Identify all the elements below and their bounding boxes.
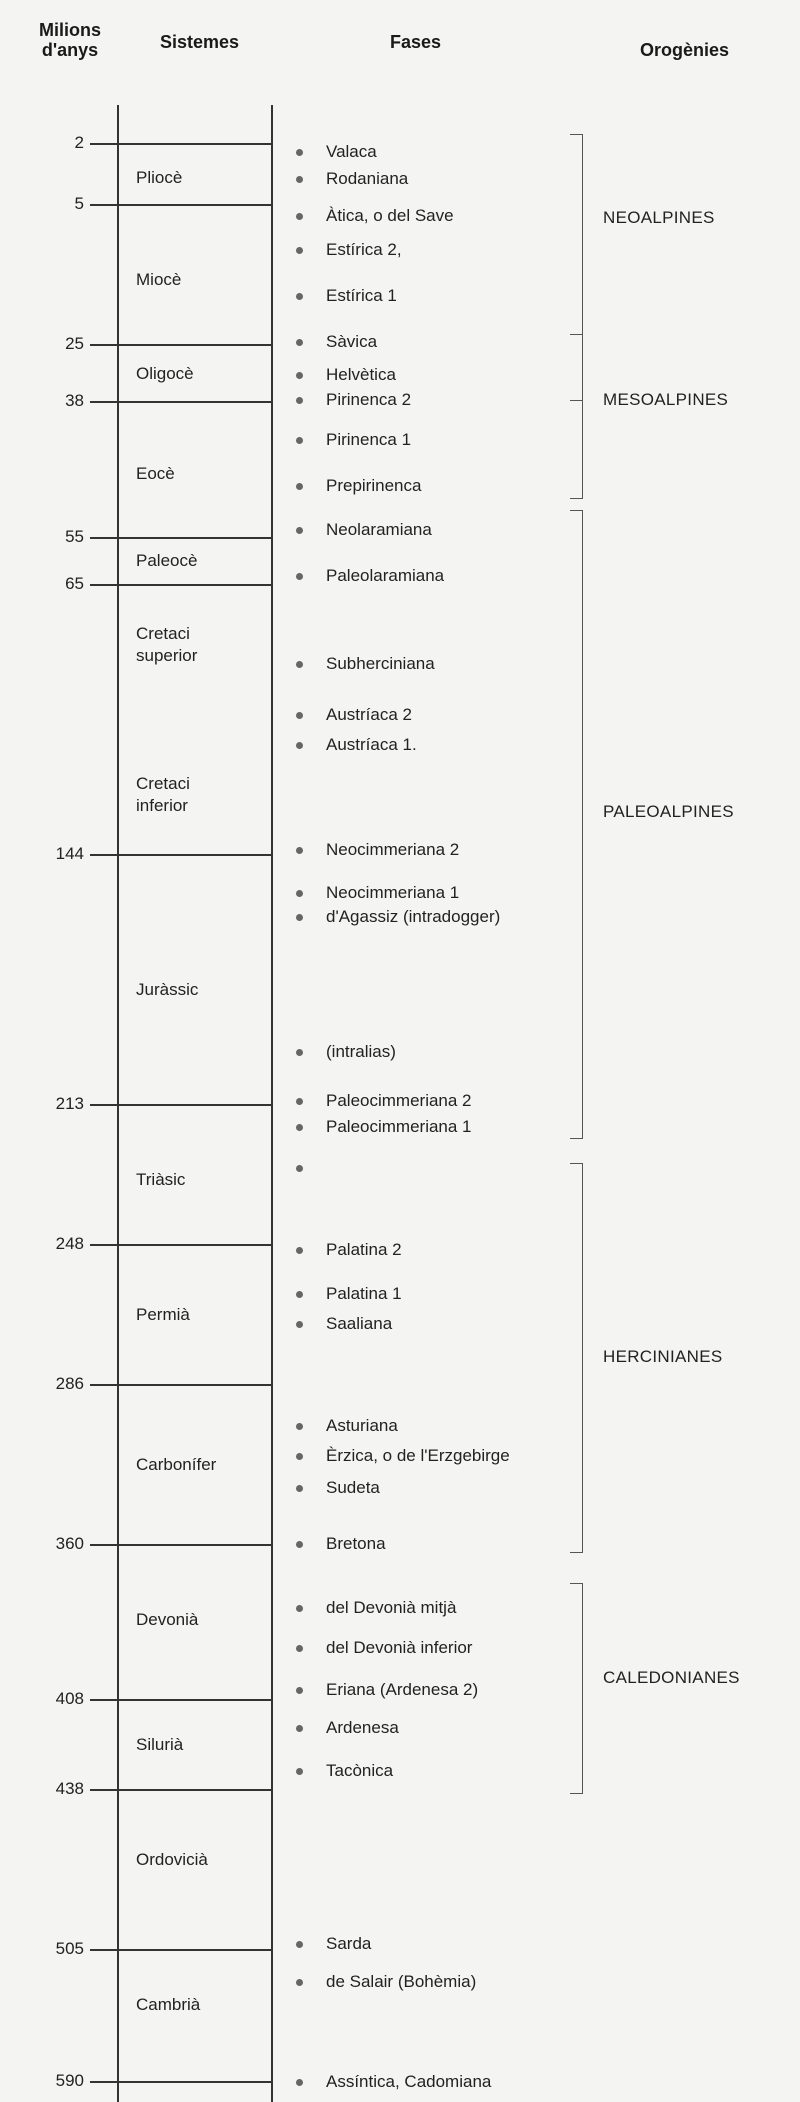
age-label: 55	[65, 527, 84, 546]
phase-label: d'Agassiz (intradogger)	[326, 907, 501, 926]
header-ma-line1: Milions	[39, 20, 101, 40]
orogeny-bracket	[570, 510, 583, 1139]
boundary-line	[90, 1104, 273, 1106]
orogeny-label: HERCINIANES	[603, 1347, 723, 1366]
phase-label: del Devonià mitjà	[326, 1598, 457, 1617]
phase-label: Palatina 1	[326, 1284, 402, 1303]
orogeny-bracket	[570, 1163, 583, 1553]
phase-label: Paleocimmeriana 2	[326, 1091, 472, 1110]
phase-label: Palatina 2	[326, 1240, 402, 1259]
phase-label: Pirinenca 2	[326, 390, 412, 409]
boundary-line	[90, 537, 273, 539]
phase-bullet	[296, 1453, 303, 1460]
phase-bullet	[296, 712, 303, 719]
phase-bullet	[296, 339, 303, 346]
age-label: 65	[65, 574, 84, 593]
phase-label: Saaliana	[326, 1314, 393, 1333]
system-label: Cretaci inferior	[136, 774, 190, 815]
phase-bullet	[296, 1247, 303, 1254]
phase-bullet	[296, 1768, 303, 1775]
header-millions-of-years	[30, 20, 110, 60]
phase-bullet	[296, 890, 303, 897]
phase-bullet	[296, 1605, 303, 1612]
phase-label: Pirinenca 1	[326, 430, 412, 449]
boundary-line	[90, 2081, 273, 2083]
phase-bullet	[296, 1725, 303, 1732]
system-label: Miocè	[136, 270, 182, 289]
phase-label: (intralias)	[326, 1042, 396, 1061]
phase-bullet	[296, 1541, 303, 1548]
phase-label: Èrzica, o de l'Erzgebirge	[326, 1446, 510, 1465]
header-ma-line2: d'anys	[41, 40, 99, 60]
phase-label: Àtica, o del Save	[326, 206, 454, 225]
phase-label: Austríaca 1.	[326, 735, 417, 754]
system-label: Carbonífer	[136, 1455, 217, 1474]
phase-bullet	[296, 661, 303, 668]
phase-label: Paleocimmeriana 1	[326, 1117, 472, 1136]
phase-bullet	[296, 742, 303, 749]
boundary-line	[90, 1244, 273, 1246]
phase-bullet	[296, 176, 303, 183]
phase-bullet	[296, 213, 303, 220]
phase-label: Eriana (Ardenesa 2)	[326, 1680, 479, 1699]
phase-label: Neocimmeriana 1	[326, 883, 460, 902]
phase-bullet	[296, 1941, 303, 1948]
age-label: 38	[65, 391, 84, 410]
orogeny-label: MESOALPINES	[603, 390, 729, 409]
boundary-line	[90, 854, 273, 856]
phase-label: Estírica 1	[326, 286, 397, 305]
system-label: Cretaci superior	[136, 624, 198, 665]
header-orogenies: Orogènies	[640, 40, 730, 60]
phase-label: Asturiana	[326, 1416, 398, 1435]
orogeny-bracket	[570, 1583, 583, 1794]
boundary-line	[90, 1949, 273, 1951]
boundary-line	[90, 584, 273, 586]
phase-label: del Devonià inferior	[326, 1638, 473, 1657]
phase-bullet	[296, 1687, 303, 1694]
system-label: Permià	[136, 1305, 190, 1324]
system-label: Devonià	[136, 1610, 199, 1629]
phase-label: Tacònica	[326, 1761, 394, 1780]
system-label: Oligocè	[136, 364, 194, 383]
phase-bullet	[296, 1124, 303, 1131]
phase-bullet	[296, 1049, 303, 1056]
phase-bullet	[296, 1165, 303, 1172]
age-label: 25	[65, 334, 84, 353]
phase-bullet	[296, 1291, 303, 1298]
age-label: 213	[55, 1094, 84, 1113]
boundary-line	[90, 204, 273, 206]
system-label: Eocè	[136, 464, 175, 483]
phase-bullet	[296, 2079, 303, 2086]
phase-bullet	[296, 293, 303, 300]
phase-bullet	[296, 1423, 303, 1430]
phase-bullet	[296, 573, 303, 580]
phase-bullet	[296, 847, 303, 854]
phase-label: Sarda	[326, 1934, 372, 1953]
phase-label: de Salair (Bohèmia)	[326, 1972, 477, 1991]
system-label: Ordovicià	[136, 1850, 208, 1869]
boundary-line	[90, 143, 273, 145]
phase-label: Bretona	[326, 1534, 386, 1553]
phase-bullet	[296, 483, 303, 490]
system-label: Juràssic	[136, 980, 199, 999]
phase-label: Rodaniana	[326, 169, 409, 188]
age-label: 438	[55, 1779, 84, 1798]
phase-bullet	[296, 1645, 303, 1652]
phase-label: Estírica 2,	[326, 240, 402, 259]
age-label: 248	[55, 1234, 84, 1253]
boundary-line	[90, 1789, 273, 1791]
system-label: Pliocè	[136, 168, 183, 187]
phase-bullet	[296, 437, 303, 444]
orogeny-label: CALEDONIANES	[603, 1668, 740, 1687]
phase-label: Sàvica	[326, 332, 378, 351]
age-label: 286	[55, 1374, 84, 1393]
phase-bullet	[296, 1098, 303, 1105]
boundary-line	[90, 1384, 273, 1386]
orogeny-label: NEOALPINES	[603, 208, 715, 227]
phase-bullet	[296, 1979, 303, 1986]
system-label: Paleocè	[136, 551, 198, 570]
phase-label: Helvètica	[326, 365, 396, 384]
phase-label: Ardenesa	[326, 1718, 399, 1737]
phase-label: Sudeta	[326, 1478, 380, 1497]
age-label: 360	[55, 1534, 84, 1553]
phase-label: Assíntica, Cadomiana	[326, 2072, 492, 2091]
phase-label: Prepirinenca	[326, 476, 422, 495]
boundary-line	[90, 344, 273, 346]
system-label: Triàsic	[136, 1170, 186, 1189]
phase-bullet	[296, 1485, 303, 1492]
phase-bullet	[296, 149, 303, 156]
age-label: 590	[55, 2071, 84, 2090]
phase-bullet	[296, 397, 303, 404]
phase-bullet	[296, 372, 303, 379]
boundary-line	[90, 401, 273, 403]
phase-label: Neocimmeriana 2	[326, 840, 460, 859]
system-label: Cambrià	[136, 1995, 201, 2014]
boundary-line	[90, 1699, 273, 1701]
age-label: 2	[74, 133, 84, 152]
system-label: Silurià	[136, 1735, 184, 1754]
phase-label: Paleolaramiana	[326, 566, 445, 585]
orogeny-label: PALEOALPINES	[603, 802, 734, 821]
header-systems: Sistemes	[160, 32, 240, 52]
phase-label: Neolaramiana	[326, 520, 432, 539]
phase-bullet	[296, 527, 303, 534]
phase-label: Subherciniana	[326, 654, 435, 673]
phase-bullet	[296, 1321, 303, 1328]
header-phases: Fases	[390, 32, 442, 52]
phase-bullet	[296, 914, 303, 921]
age-label: 5	[74, 194, 84, 213]
age-label: 144	[55, 844, 84, 863]
phase-bullet	[296, 247, 303, 254]
phase-label: Valaca	[326, 142, 377, 161]
age-label: 408	[55, 1689, 84, 1708]
age-label: 505	[55, 1939, 84, 1958]
orogeny-bracket	[570, 334, 583, 499]
phase-label: Austríaca 2	[326, 705, 412, 724]
boundary-line	[90, 1544, 273, 1546]
